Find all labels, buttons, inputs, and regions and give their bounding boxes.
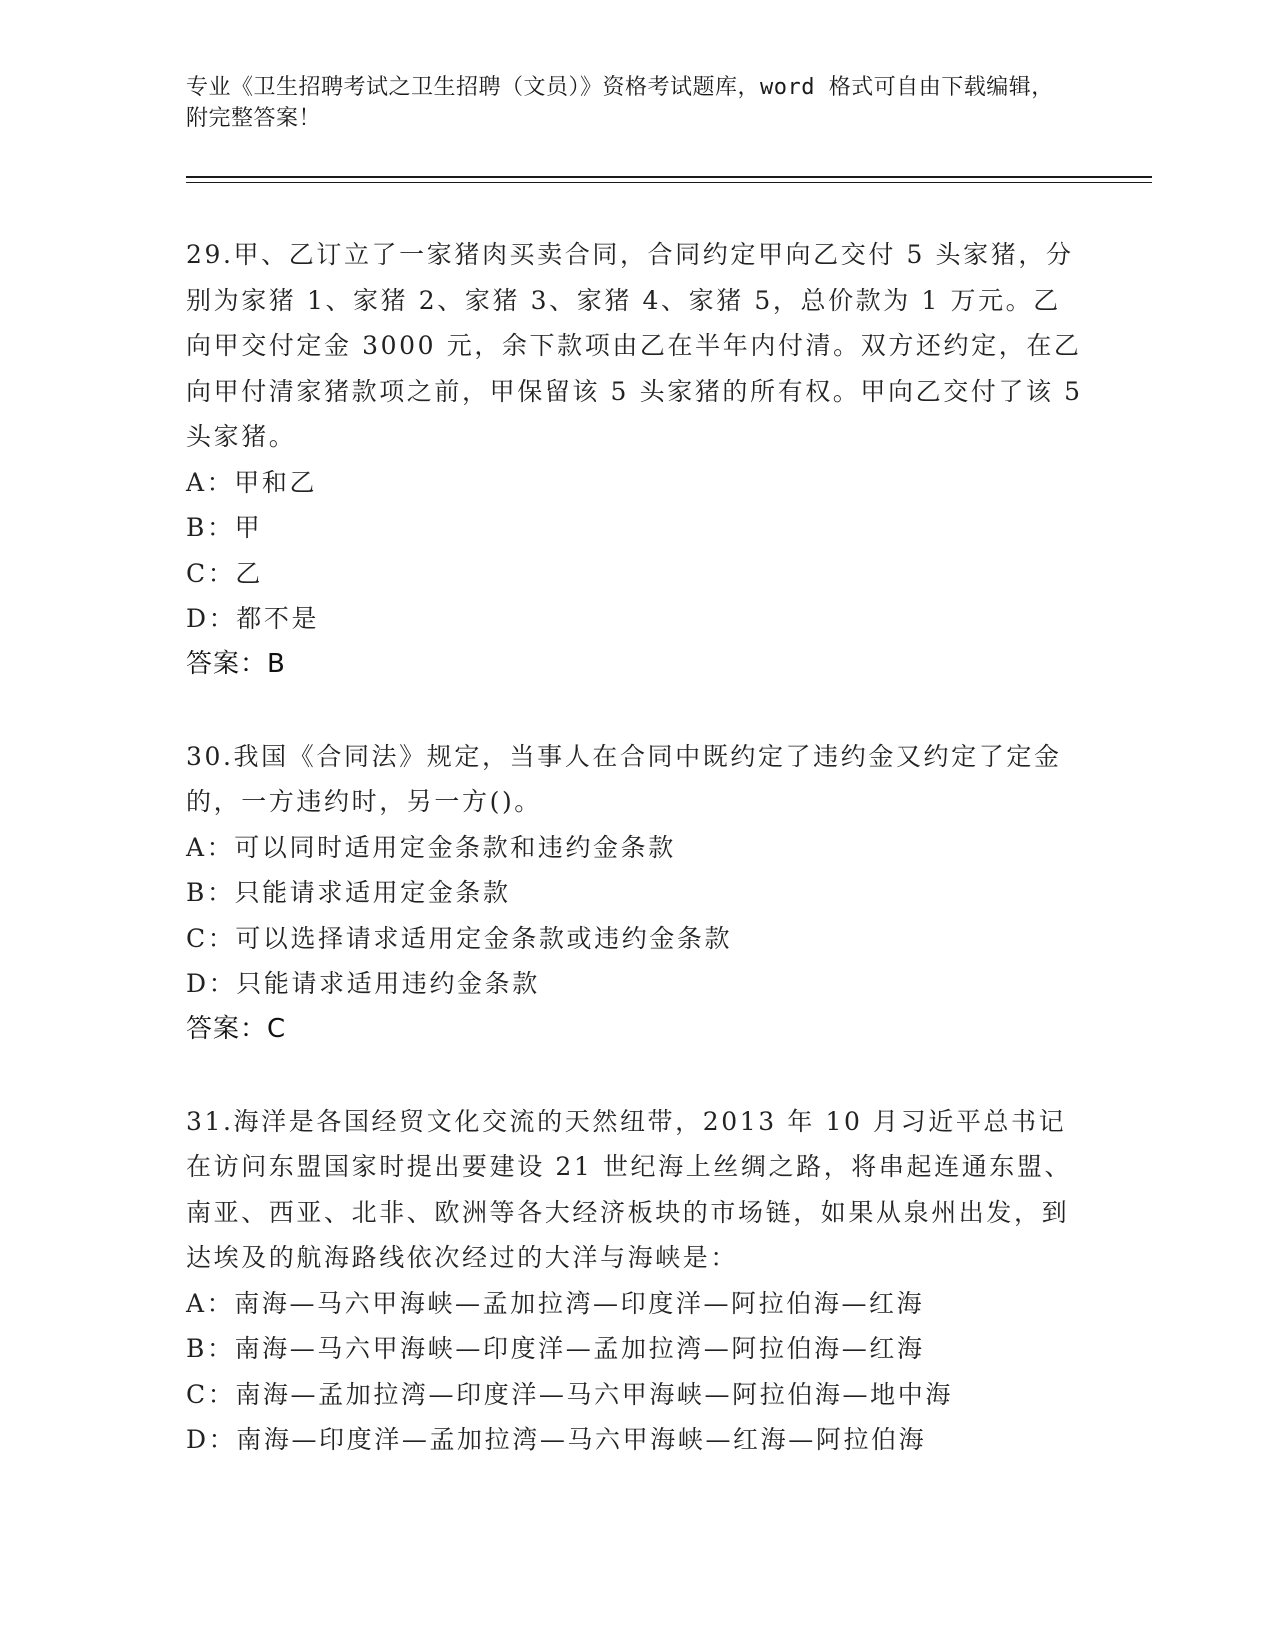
document-header: 专业《卫生招聘考试之卫生招聘（文员）》资格考试题库，word 格式可自由下载编辑，附完整答案！ (186, 75, 1054, 131)
option-b: B：只能请求适用定金条款 (186, 878, 511, 907)
option-d: D：都不是 (186, 604, 320, 633)
question-30 (186, 734, 1086, 1052)
question-list (186, 232, 1086, 1463)
option-d: D：南海—印度洋—孟加拉湾—马六甲海峡—红海—阿拉伯海 (186, 1425, 927, 1454)
option-a: A：南海—马六甲海峡—孟加拉湾—印度洋—阿拉伯海—红海 (186, 1288, 925, 1318)
question-stem: 31.海洋是各国经贸文化交流的天然纽带，2013 年 10 月习近平总书记在访问东盟国家时提出要建设 21 世纪海上丝绸之路，将串起连通东盟、南亚、西亚、北非、欧洲等各大经济板块的市场链，如果从泉州出发，到达埃及的航海路线依次经过的大洋与海峡是： (186, 1106, 1073, 1272)
question-29 (186, 232, 1086, 687)
option-b: B：南海—马六甲海峡—印度洋—孟加拉湾—阿拉伯海—红海 (186, 1334, 925, 1363)
question-stem: 29.甲、乙订立了一家猪肉买卖合同，合同约定甲向乙交付 5 头家猪，分别为家猪 1、家猪 2、家猪 3、家猪 4、家猪 5，总价款为 1 万元。乙向甲交付定金 3000 元，余下款项由乙在半年内付清。双方还约定，在乙向甲付清家猪款项之前，甲保留该 5 头家猪的所有权。甲向乙交付了该 5 头家猪。 (186, 240, 1083, 451)
question-spacer (186, 1052, 1086, 1099)
option-b: B：甲 (186, 513, 263, 542)
answer-line: 答案：B (186, 648, 286, 679)
header-rule-thin (186, 182, 1152, 183)
option-c: C：乙 (186, 558, 263, 588)
question-spacer (186, 687, 1086, 734)
option-c: C：南海—孟加拉湾—印度洋—马六甲海峡—阿拉伯海—地中海 (186, 1379, 953, 1409)
question-stem: 30.我国《合同法》规定，当事人在合同中既约定了违约金又约定了定金的，一方违约时，另一方()。 (186, 741, 1062, 816)
option-d: D：只能请求适用违约金条款 (186, 969, 540, 998)
answer-line: 答案：C (186, 1013, 287, 1044)
option-a: A：可以同时适用定金条款和违约金条款 (186, 832, 676, 862)
header-rule-thick (186, 176, 1152, 178)
option-c: C：可以选择请求适用定金条款或违约金条款 (186, 923, 733, 953)
question-31 (186, 1099, 1086, 1463)
option-a: A：甲和乙 (186, 467, 318, 497)
